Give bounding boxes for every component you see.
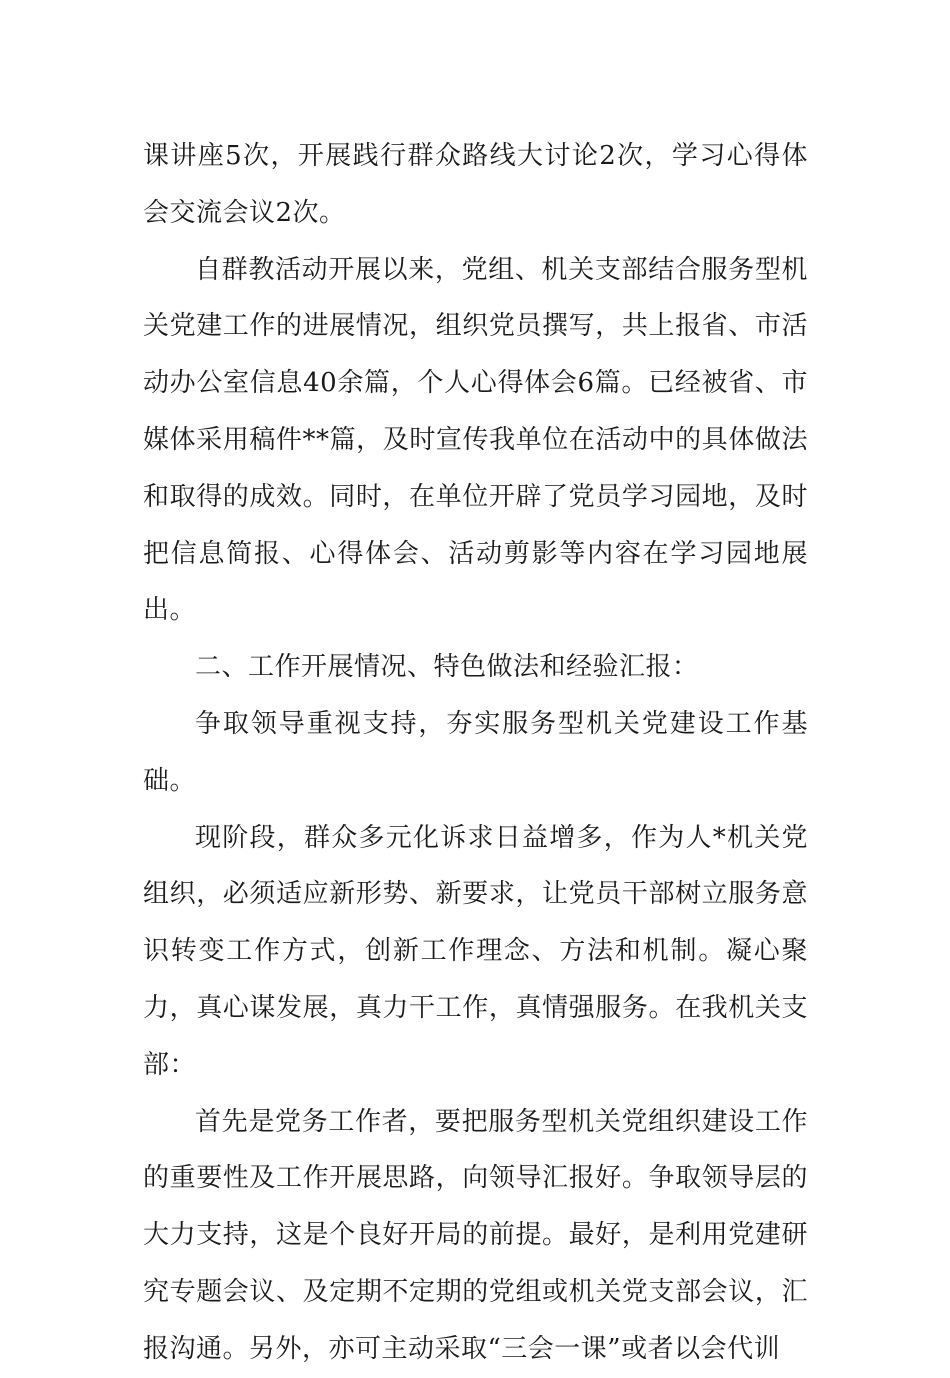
paragraph-first: 首先是党务工作者，要把服务型机关党组织建设工作的重要性及工作开展思路，向领导汇报好。争取领导层的大力支持，这是个良好开局的前提。最好，是利用党建研究专题会议、及定期不定期的党组或机关党支部会议，汇报沟通。另外，亦可主动采取“三会一课”或者以会代训 [143,1106,808,1364]
paragraph-current-stage: 现阶段，群众多元化诉求日益增多，作为人*机关党组织，必须适应新形势、新要求，让党员干部树立服务意识转变工作方式，创新工作理念、方法和机制。凝心聚力，真心谋发展，真力干工作，真情强服务。在我机关支部： [143,822,808,1080]
document-body [143,128,808,1378]
section-heading: 二、工作开展情况、特色做法和经验汇报： [195,652,699,683]
paragraph-publicity: 自群教活动开展以来，党组、机关支部结合服务型机关党建工作的进展情况，组织党员撰写，共上报省、市活动办公室信息40余篇，个人心得体会6篇。已经被省、市媒体采用稿件**篇，及时宣传我单位在活动中的具体做法和取得的成效。同时，在单位开辟了党员学习园地，及时把信息简报、心得体会、活动剪影等内容在学习园地展出。 [143,254,808,626]
subheading: 争取领导重视支持，夯实服务型机关党建设工作基础。 [143,708,808,796]
paragraph-continuation: 课讲座5次，开展践行群众路线大讨论2次，学习心得体会交流会议2次。 [143,141,808,228]
